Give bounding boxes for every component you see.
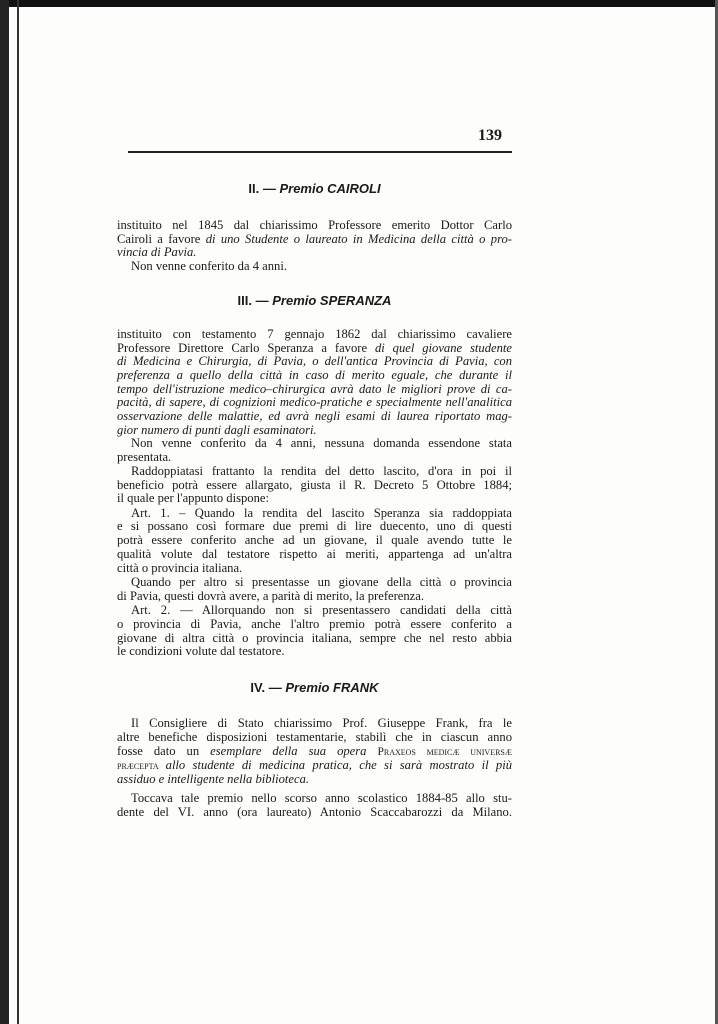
text-line xyxy=(117,464,512,478)
scan-binding-line xyxy=(17,0,19,1024)
text-line xyxy=(117,245,512,259)
text-line xyxy=(117,354,512,368)
text: Art. 1. – Quando la rendita del lascito Speranza sia raddoppiata xyxy=(131,506,512,520)
italic-text: esemplare della sua opera xyxy=(210,744,378,758)
text-line xyxy=(117,519,512,533)
heading-title: Premio CAIROLI xyxy=(279,181,381,196)
text-line xyxy=(117,395,512,409)
header-rule xyxy=(128,151,512,153)
section-heading xyxy=(117,293,512,308)
text-line xyxy=(117,547,512,561)
text: instituito nel 1845 dal chiarissimo Professore emerito Dottor Carlo xyxy=(117,218,512,232)
text-line xyxy=(117,533,512,547)
text: Il Consigliere di Stato chiarissimo Prof. Giuseppe Frank, fra le xyxy=(131,716,512,730)
text: le condizioni volute dal testatore. xyxy=(117,644,285,658)
text-line xyxy=(117,716,512,730)
italic-text: di quel giovane studente xyxy=(374,341,512,355)
text: potrà essere conferito anche ad un giovane, il quale avendo tutte le xyxy=(117,533,512,547)
page-number: 139 xyxy=(478,127,502,144)
text: Non venne conferito da 4 anni. xyxy=(131,259,287,273)
italic-text: pacità, di sapere, di cognizioni medico-pratiche e specialmente nell'analitica xyxy=(117,395,512,409)
text-line xyxy=(117,232,512,246)
italic-text: di Medicina e Chirurgia, di Pavia, o dell'antica Provincia di Pavia, con xyxy=(117,354,512,368)
smallcaps-text: præcepta xyxy=(117,760,166,772)
text-line xyxy=(117,603,512,617)
text-line xyxy=(117,506,512,520)
text-line xyxy=(117,758,512,773)
text-line xyxy=(117,631,512,645)
heading-title: Premio SPERANZA xyxy=(272,293,392,308)
text: Non venne conferito da 4 anni, nessuna domanda essendone stata xyxy=(131,436,512,450)
italic-text: allo studente di medicina pratica, che si sarà mostrato il più xyxy=(165,758,512,772)
text: qualità volute dal testatore rispetto ai meriti, appartenga ad un'altra xyxy=(117,547,512,561)
text: giovane di altra città o provincia italiana, sempre che nel resto abbia xyxy=(117,631,512,645)
text-line xyxy=(117,491,512,505)
text-line xyxy=(117,436,512,450)
heading-number: IV. — xyxy=(250,680,282,695)
text-line xyxy=(117,575,512,589)
heading-number: II. — xyxy=(248,181,276,196)
text: Quando per altro si presentasse un giovane della città o provincia xyxy=(131,575,512,589)
text-line xyxy=(117,218,512,232)
text-line xyxy=(117,327,512,341)
text-line xyxy=(117,644,512,658)
text: Art. 2. — Allorquando non si presentassero candidati della città xyxy=(131,603,512,617)
text-line xyxy=(117,744,512,759)
text-line xyxy=(117,617,512,631)
section-heading xyxy=(117,181,512,196)
text: Toccava tale premio nello scorso anno scolastico 1884-85 allo stu- xyxy=(131,791,512,805)
heading-number: III. — xyxy=(237,293,269,308)
text: fosse dato un xyxy=(117,744,211,758)
scan-top-border xyxy=(0,0,718,7)
text-line xyxy=(117,423,512,437)
text: Raddoppiatasi frattanto la rendita del detto lascito, d'ora in poi il xyxy=(131,464,512,478)
text-line xyxy=(117,259,512,273)
text-line xyxy=(117,791,512,805)
text-line xyxy=(117,368,512,382)
italic-text: gior numero di punti dagli esaminatori. xyxy=(117,423,317,437)
text: Professore Direttore Carlo Speranza a favore xyxy=(117,341,375,355)
text: il quale per l'appunto dispone: xyxy=(117,491,269,505)
text-line xyxy=(117,382,512,396)
italic-text: tempo dell'istruzione medico–chirurgica avrà dato le migliori prove di ca- xyxy=(117,382,512,396)
text-line xyxy=(117,409,512,423)
scan-left-border xyxy=(0,0,9,1024)
italic-text: assiduo e intelligente nella biblioteca. xyxy=(117,772,310,786)
text-line xyxy=(117,772,512,786)
text: dente del VI. anno (ora laureato) Antonio Scaccabarozzi da Milano. xyxy=(117,805,512,819)
text: beneficio potrà essere allargato, giusta il R. Decreto 5 Ottobre 1884; xyxy=(117,478,512,492)
text: e si possano così formare due premi di lire duecento, uno di questi xyxy=(117,519,512,533)
text: instituito con testamento 7 gennajo 1862 dal chiarissimo cavaliere xyxy=(117,327,512,341)
text: di Pavia, questi dovrà avere, a parità di merito, la preferenza. xyxy=(117,589,425,603)
text-line xyxy=(117,805,512,819)
section-heading xyxy=(117,680,512,695)
text: o provincia di Pavia, anche l'altro premio potrà essere conferito a xyxy=(117,617,512,631)
text-line xyxy=(117,730,512,744)
italic-text: di uno Studente o laureato in Medicina della città o pro- xyxy=(205,232,512,246)
text: altre benefiche disposizioni testamentarie, stabilì che in ciascun anno xyxy=(117,730,512,744)
text-line xyxy=(117,589,512,603)
heading-title: Premio FRANK xyxy=(285,680,379,695)
text: presentata. xyxy=(117,450,172,464)
smallcaps-text: Praxeos medicæ universæ xyxy=(377,746,512,758)
text: città o provincia italiana. xyxy=(117,561,243,575)
italic-text: osservazione delle malattie, ed avrà negli esami di laurea riportato mag- xyxy=(117,409,512,423)
italic-text: preferenza a quello della città in caso di merito eguale, che durante il xyxy=(117,368,512,382)
text-line xyxy=(117,561,512,575)
text-line xyxy=(117,478,512,492)
text: Cairoli a favore xyxy=(117,232,206,246)
text-line xyxy=(117,341,512,355)
text-line xyxy=(117,450,512,464)
italic-text: vincia di Pavia. xyxy=(117,245,197,259)
